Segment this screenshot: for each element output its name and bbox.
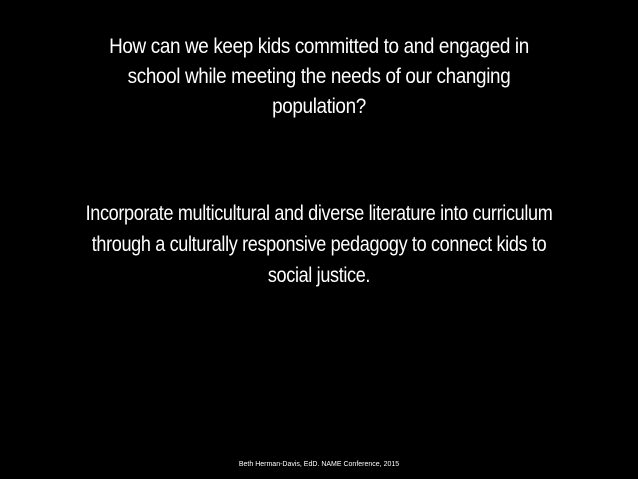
slide-answer-text: Incorporate multicultural and diverse literature into curriculum through a culturally responsive pedagogy to connect kids to social justice. (85, 202, 553, 287)
slide-footer-credit: Beth Herman-Davis, EdD. NAME Conference, 2015 (238, 461, 400, 468)
slide-question-text: How can we keep kids committed to and engaged in school while meeting the needs of our changing population? (109, 35, 529, 118)
